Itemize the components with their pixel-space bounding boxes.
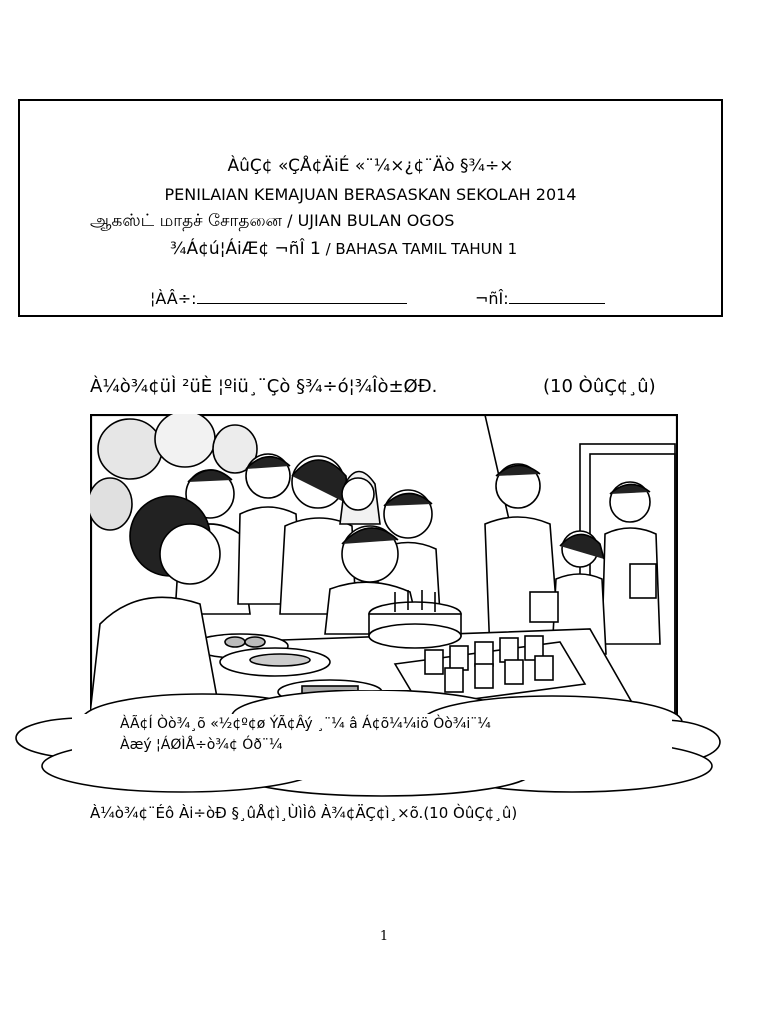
name-blank-line[interactable] [197, 289, 407, 304]
name-label: ¦ÀÂ÷: [150, 289, 197, 308]
question-1-marks: (10 ÒûÇ¢¸û) [543, 376, 656, 397]
page-number: 1 [379, 929, 389, 944]
subject-line [170, 239, 517, 259]
word-box-line-2: Àæý ¦ÁØÌÅ÷ò¾¢ Óð¨¼ [120, 737, 283, 753]
exam-month-line [90, 211, 454, 233]
class-field [475, 289, 605, 308]
school-title: ÀûÇ¢ «ÇÅ¢ÄiÉ «¨¼×¿¢¨Äò §¾÷× [227, 156, 514, 176]
subject-tamil: ¾Á¢ú¦ÁiÆ¢ ¬ñÎ 1 [170, 239, 321, 259]
word-box-cloud [12, 690, 724, 800]
word-box-line-1: ÀÃ¢Í Òò¾¸õ «½¢º¢ø ÝÃ¢Âý ¸¨¼ â Á¢õ¼¼iö Òò¾i¨¼ [120, 716, 491, 732]
exam-month-tamil: ஆகஸ்ட் மாதச் சோதனை [90, 211, 283, 231]
name-field [150, 289, 407, 308]
exam-title: PENILAIAN KEMAJUAN BERASASKAN SEKOLAH 2014 [164, 185, 577, 204]
subject-malay: / BAHASA TAMIL TAHUN 1 [320, 240, 518, 258]
class-blank-line[interactable] [509, 289, 605, 304]
question-1-instruction: À¼ò¾¢üÌ ²üÈ ¦ºiü¸¨Çò §¾÷ó¦¾Îò±ØÐ. [90, 376, 438, 397]
class-label: ¬ñÎ: [475, 289, 509, 308]
exam-month-malay: / UJIAN BULAN OGOS [282, 211, 455, 230]
exam-header-box [18, 99, 723, 317]
question-2-instruction: À¼ò¾¢¨Éô Ài÷òÐ §¸ûÅ¢ì¸ÙìÌô À¾¢ÄÇ¢ì¸×õ.(10 ÒûÇ¢¸û) [90, 804, 518, 822]
